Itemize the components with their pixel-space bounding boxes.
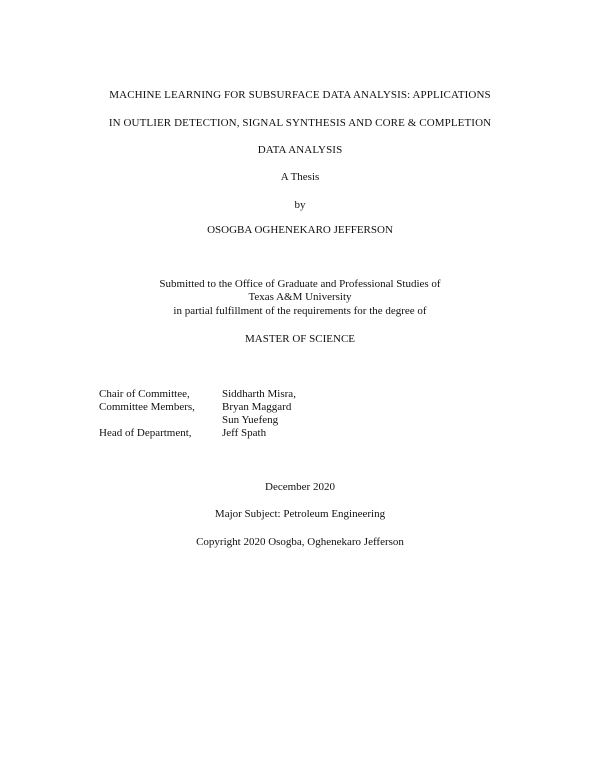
committee-role [99,414,222,427]
author-name: OSOGBA OGHENEKARO JEFFERSON [207,224,393,236]
committee-row [99,427,296,440]
submission-date: December 2020 [265,481,335,493]
committee-row [99,401,296,414]
submission-line-2: Texas A&M University [248,291,352,303]
title-line-2: IN OUTLIER DETECTION, SIGNAL SYNTHESIS AND CORE & COMPLETION [108,117,492,129]
committee-role: Committee Members, [99,401,195,413]
major-subject: Major Subject: Petroleum Engineering [214,508,386,520]
degree: MASTER OF SCIENCE [244,333,356,345]
title-line-3: DATA ANALYSIS [257,144,343,156]
committee-row [99,388,296,401]
by-label: by [294,199,306,211]
committee-table [99,388,296,440]
committee-member-name: Jeff Spath [222,427,267,439]
committee-row [99,414,296,427]
committee-member-name: Sun Yuefeng [222,414,279,426]
copyright-notice: Copyright 2020 Osogba, Oghenekaro Jefferson [196,536,404,548]
submission-line-3: in partial fulfillment of the requirements for the degree of [173,305,427,317]
title-line-1: MACHINE LEARNING FOR SUBSURFACE DATA ANALYSIS: APPLICATIONS [109,89,491,101]
committee-member-name: Bryan Maggard [222,401,292,413]
submission-line-1: Submitted to the Office of Graduate and Professional Studies of [159,278,441,290]
committee-role: Chair of Committee, [99,388,190,400]
committee-role: Head of Department, [99,427,192,439]
document-type: A Thesis [280,171,320,183]
committee-member-name: Siddharth Misra, [222,388,296,400]
